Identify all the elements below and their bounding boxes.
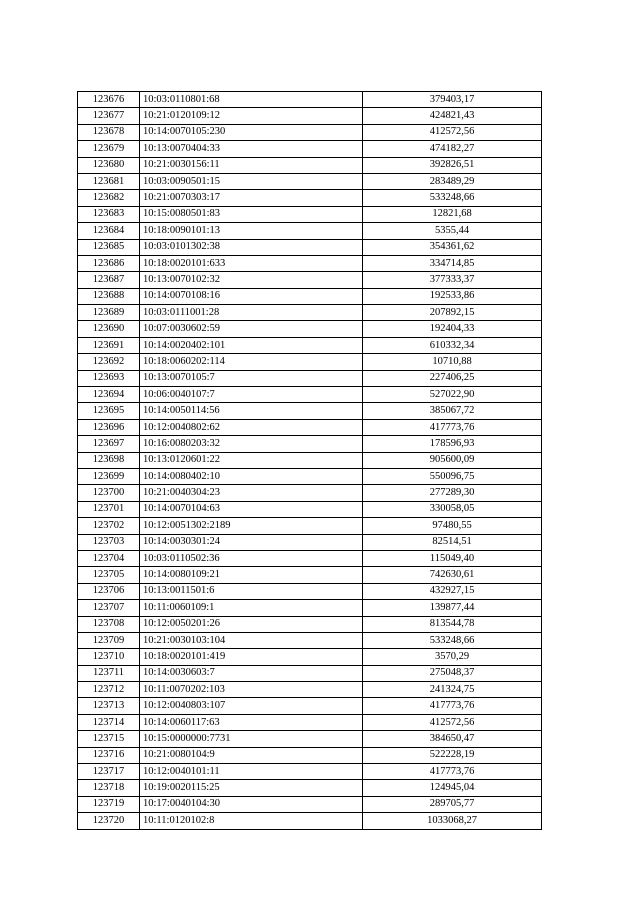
row-number-cell: 123681 [78,173,140,189]
table-row [78,682,542,698]
table-row [78,124,542,140]
value-cell: 334714,85 [363,255,542,271]
value-cell: 97480,55 [363,518,542,534]
value-cell: 610332,34 [363,337,542,353]
table-row [78,632,542,648]
row-number-cell: 123714 [78,714,140,730]
table-row [78,518,542,534]
value-cell: 385067,72 [363,403,542,419]
row-number-cell: 123685 [78,239,140,255]
value-cell: 417773,76 [363,764,542,780]
table-row [78,649,542,665]
value-cell: 283489,29 [363,173,542,189]
row-number-cell: 123710 [78,649,140,665]
row-number-cell: 123683 [78,206,140,222]
cadastral-number-cell: 10:18:0090101:13 [140,223,363,239]
value-cell: 10710,88 [363,354,542,370]
value-cell: 3570,29 [363,649,542,665]
value-cell: 241324,75 [363,682,542,698]
table-row [78,305,542,321]
cadastral-number-cell: 10:21:0040304:23 [140,485,363,501]
table-row [78,747,542,763]
row-number-cell: 123691 [78,337,140,353]
cadastral-number-cell: 10:12:0050201:26 [140,616,363,632]
value-cell: 432927,15 [363,583,542,599]
value-cell: 533248,66 [363,632,542,648]
value-cell: 379403,17 [363,92,542,108]
cadastral-number-cell: 10:11:0060109:1 [140,600,363,616]
row-number-cell: 123692 [78,354,140,370]
value-cell: 412572,56 [363,124,542,140]
row-number-cell: 123680 [78,157,140,173]
cadastral-number-cell: 10:21:0030156:11 [140,157,363,173]
row-number-cell: 123696 [78,419,140,435]
value-cell: 384650,47 [363,731,542,747]
row-number-cell: 123716 [78,747,140,763]
row-number-cell: 123702 [78,518,140,534]
row-number-cell: 123695 [78,403,140,419]
cadastral-number-cell: 10:14:0080109:21 [140,567,363,583]
cadastral-number-cell: 10:21:0030103:104 [140,632,363,648]
table-row [78,731,542,747]
value-cell: 533248,66 [363,190,542,206]
table-row [78,337,542,353]
value-cell: 417773,76 [363,698,542,714]
value-cell: 330058,05 [363,501,542,517]
row-number-cell: 123698 [78,452,140,468]
value-cell: 1033068,27 [363,813,542,829]
cadastral-number-cell: 10:03:0090501:15 [140,173,363,189]
cadastral-number-cell: 10:19:0020115:25 [140,780,363,796]
table-row [78,239,542,255]
cadastral-number-cell: 10:13:0070404:33 [140,141,363,157]
table-row [78,813,542,829]
cadastral-number-cell: 10:14:0080402:10 [140,468,363,484]
value-cell: 275048,37 [363,665,542,681]
value-cell: 82514,51 [363,534,542,550]
cadastral-number-cell: 10:18:0060202:114 [140,354,363,370]
value-cell: 5355,44 [363,223,542,239]
value-cell: 377333,37 [363,272,542,288]
table-row [78,583,542,599]
table-row [78,206,542,222]
value-cell: 474182,27 [363,141,542,157]
row-number-cell: 123707 [78,600,140,616]
cadastral-number-cell: 10:14:0070104:63 [140,501,363,517]
cadastral-number-cell: 10:18:0020101:633 [140,255,363,271]
cadastral-number-cell: 10:14:0070105:230 [140,124,363,140]
row-number-cell: 123709 [78,632,140,648]
row-number-cell: 123690 [78,321,140,337]
value-cell: 417773,76 [363,419,542,435]
row-number-cell: 123677 [78,108,140,124]
row-number-cell: 123686 [78,255,140,271]
table-row [78,665,542,681]
table-row [78,485,542,501]
value-cell: 192533,86 [363,288,542,304]
cadastral-number-cell: 10:03:0111001:28 [140,305,363,321]
row-number-cell: 123689 [78,305,140,321]
value-cell: 12821,68 [363,206,542,222]
cadastral-number-cell: 10:11:0120102:8 [140,813,363,829]
table-row [78,157,542,173]
row-number-cell: 123688 [78,288,140,304]
row-number-cell: 123693 [78,370,140,386]
row-number-cell: 123711 [78,665,140,681]
table-row [78,387,542,403]
value-cell: 813544,78 [363,616,542,632]
cadastral-number-cell: 10:03:0110502:36 [140,550,363,566]
value-cell: 289705,77 [363,796,542,812]
table-row [78,452,542,468]
cadastral-number-cell: 10:18:0020101:419 [140,649,363,665]
table-row [78,272,542,288]
table-row [78,616,542,632]
value-cell: 192404,33 [363,321,542,337]
table-row [78,223,542,239]
value-cell: 277289,30 [363,485,542,501]
cadastral-number-cell: 10:15:0000000:7731 [140,731,363,747]
value-cell: 178596,93 [363,436,542,452]
cadastral-number-cell: 10:11:0070202:103 [140,682,363,698]
value-cell: 392826,51 [363,157,542,173]
value-cell: 527022,90 [363,387,542,403]
value-cell: 905600,09 [363,452,542,468]
row-number-cell: 123715 [78,731,140,747]
value-cell: 124945,04 [363,780,542,796]
value-cell: 207892,15 [363,305,542,321]
cadastral-number-cell: 10:12:0040101:11 [140,764,363,780]
table-row [78,370,542,386]
cadastral-number-cell: 10:14:0050114:56 [140,403,363,419]
table-row [78,92,542,108]
cadastral-number-cell: 10:21:0120109:12 [140,108,363,124]
cadastral-number-cell: 10:12:0040803:107 [140,698,363,714]
table-row [78,288,542,304]
row-number-cell: 123678 [78,124,140,140]
table-row [78,141,542,157]
cadastral-number-cell: 10:16:0080203:32 [140,436,363,452]
row-number-cell: 123713 [78,698,140,714]
row-number-cell: 123720 [78,813,140,829]
cadastral-number-cell: 10:13:0070102:32 [140,272,363,288]
cadastral-number-cell: 10:21:0070303:17 [140,190,363,206]
row-number-cell: 123718 [78,780,140,796]
value-cell: 227406,25 [363,370,542,386]
table-row [78,534,542,550]
row-number-cell: 123700 [78,485,140,501]
table-row [78,796,542,812]
table-row [78,550,542,566]
table-row [78,321,542,337]
value-cell: 115049,40 [363,550,542,566]
row-number-cell: 123712 [78,682,140,698]
table-row [78,419,542,435]
table-row [78,780,542,796]
cadastral-number-cell: 10:17:0040104:30 [140,796,363,812]
table-body [78,92,542,830]
cadastral-number-cell: 10:03:0110801:68 [140,92,363,108]
cadastral-number-cell: 10:07:0030602:59 [140,321,363,337]
value-cell: 742630,61 [363,567,542,583]
row-number-cell: 123699 [78,468,140,484]
row-number-cell: 123687 [78,272,140,288]
cadastral-number-cell: 10:12:0040802:62 [140,419,363,435]
table-row [78,501,542,517]
row-number-cell: 123682 [78,190,140,206]
table-row [78,600,542,616]
cadastral-number-cell: 10:06:0040107:7 [140,387,363,403]
table-row [78,403,542,419]
row-number-cell: 123694 [78,387,140,403]
table-row [78,436,542,452]
value-cell: 522228,19 [363,747,542,763]
row-number-cell: 123703 [78,534,140,550]
table-row [78,108,542,124]
table-row [78,567,542,583]
row-number-cell: 123679 [78,141,140,157]
cadastral-number-cell: 10:21:0080104:9 [140,747,363,763]
cadastral-number-cell: 10:13:0011501:6 [140,583,363,599]
row-number-cell: 123676 [78,92,140,108]
table-row [78,468,542,484]
cadastral-number-cell: 10:15:0080501:83 [140,206,363,222]
table-row [78,698,542,714]
value-cell: 354361,62 [363,239,542,255]
row-number-cell: 123708 [78,616,140,632]
cadastral-value-table [77,91,542,830]
value-cell: 139877,44 [363,600,542,616]
row-number-cell: 123697 [78,436,140,452]
table-row [78,714,542,730]
row-number-cell: 123705 [78,567,140,583]
cadastral-number-cell: 10:14:0060117:63 [140,714,363,730]
value-cell: 412572,56 [363,714,542,730]
row-number-cell: 123701 [78,501,140,517]
cadastral-number-cell: 10:03:0101302:38 [140,239,363,255]
row-number-cell: 123706 [78,583,140,599]
cadastral-number-cell: 10:14:0030301:24 [140,534,363,550]
table-row [78,173,542,189]
cadastral-number-cell: 10:14:0030603:7 [140,665,363,681]
cadastral-number-cell: 10:14:0070108:16 [140,288,363,304]
row-number-cell: 123717 [78,764,140,780]
row-number-cell: 123684 [78,223,140,239]
cadastral-number-cell: 10:13:0070105:7 [140,370,363,386]
table-row [78,190,542,206]
value-cell: 550096,75 [363,468,542,484]
table-row [78,255,542,271]
row-number-cell: 123719 [78,796,140,812]
table-row [78,354,542,370]
cadastral-number-cell: 10:12:0051302:2189 [140,518,363,534]
table-row [78,764,542,780]
cadastral-number-cell: 10:13:0120601:22 [140,452,363,468]
cadastral-number-cell: 10:14:0020402:101 [140,337,363,353]
value-cell: 424821,43 [363,108,542,124]
row-number-cell: 123704 [78,550,140,566]
